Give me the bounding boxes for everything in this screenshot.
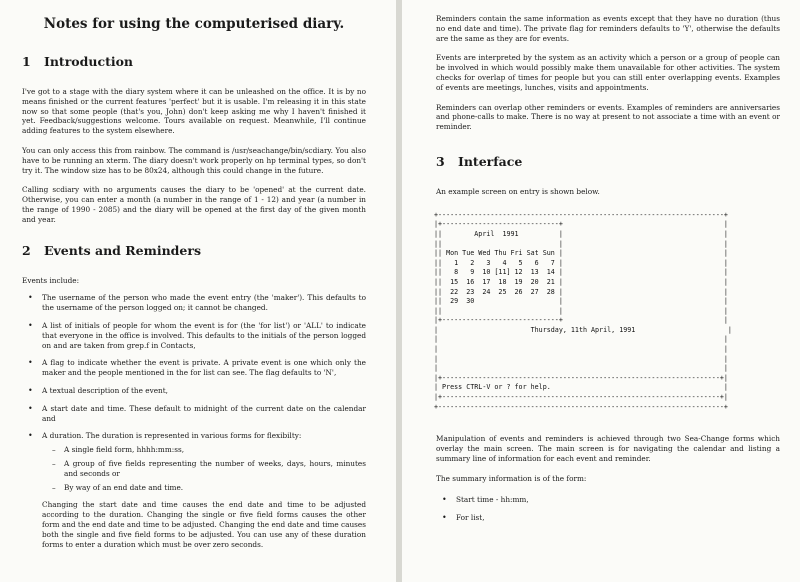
paragraph: Changing the start date and time causes the end date and time to be adjusted according to the duration. Changing the single or five field forms causes the other form and the end date and time to be adjusted. Changing the end date and time causes both the single and five field forms to be adjusted. You can use any of these duration forms to enter a duration which must be over zero seconds. — [42, 500, 366, 549]
section-heading-events — [22, 243, 366, 258]
paragraph: Reminders can overlap other reminders or events. Examples of reminders are anniversaries and phone-calls to make. There is no way at present to not associate a time with an event or reminder. — [436, 102, 780, 132]
list-item: • Start time - hh:mm, — [454, 495, 780, 505]
paragraph: You can only access this from rainbow. The command is /usr/seachange/bin/scdiary. You also have to be running an xterm. The diary doesn't work properly on hp terminal types, so don't try it. The window size has to be 80x24, although this could change in the future. — [22, 145, 366, 175]
list-item: • A textual description of the event, — [40, 386, 366, 396]
sub-list-item: – A single field form, hhhh:mm:ss, — [64, 445, 366, 455]
list-item: • A start date and time. These default to midnight of the current date on the calendar and — [40, 404, 366, 424]
right-page — [402, 0, 800, 582]
summary-fields-list — [436, 495, 780, 523]
paragraph: An example screen on entry is shown below. — [436, 186, 600, 196]
paragraph: Calling scdiary with no arguments causes the diary to be 'opened' at the current date. Otherwise, you can enter a month (a number in the range of 1 - 12) and year (a number in the range of 1990 - 2085) and the diary will be opened at the first day of the given month and year. — [22, 185, 366, 224]
document-title: Notes for using the computerised diary. — [43, 16, 345, 32]
example-terminal-screen — [434, 211, 780, 412]
paragraph: The summary information is of the form: — [436, 473, 587, 483]
list-item-text: A duration. The duration is represented in various forms for flexibilty: — [42, 431, 302, 441]
left-page — [0, 0, 396, 582]
event-fields-list — [22, 293, 366, 492]
section-title: Events and Reminders — [44, 242, 201, 258]
list-item: • A flag to indicate whether the event is private. A private event is one which only the maker and the people mentioned in the for list can see. The flag defaults to 'N', — [40, 358, 366, 378]
paragraph: Events are interpreted by the system as an activity which a person or a group of people can be involved in which would possibly make them unavailable for other activities. The system checks for overlap of times for people but you can still enter overlapping events. Examples of events are meetings, lunches, visits and appointments. — [436, 53, 780, 92]
paragraph: Reminders contain the same information as events except that they have no duration (thus no end date and time). The private flag for reminders defaults to 'Y', otherwise the defaults are the same as they are for events. — [436, 14, 780, 43]
paragraph: Manipulation of events and reminders is achieved through two Sea-Change forms which overlay the main screen. The main screen is for navigating the calendar and listing a summary line of information for each event and reminder. — [436, 434, 780, 463]
list-item: • For list, — [454, 513, 780, 523]
screen-border-bottom: +-----------------------------------------------------------------------+ — [434, 402, 728, 411]
section-title: Interface — [458, 153, 523, 169]
section-heading-interface — [436, 154, 780, 169]
section-number: 1 — [22, 54, 31, 69]
screen-border-top: +-----------------------------------------------------------------------+ — [434, 210, 728, 219]
section-heading-introduction — [22, 54, 366, 69]
screen-content: |+-----------------------------+ | || April 1991 | | || | | || Mon Tue Wed Thu Fri Sat Sun | | || 1 2 3 4 5 6 7 | | || 8 9 10 [11] 12 13 14 | | || 15 16 17 18 19 20 21 | | || 22 23 24 25 26 27 28 | | || 29 30 | | || | | |+-----------------------------+ | | Thursday, 11th April, 1991 | | | | | | | | | |+---------------------------------------------------------------------+| | Press CTRL-V or ? for help. | |+---------------------------------------------------------------------+| — [434, 220, 732, 402]
paragraph: I've got to a stage with the diary system where it can be unleashed on the office. It is by no means finished or the current features 'perfect' but it is usable. I'm releasing it in this state now so that some people (that's you, John) don't keep asking me why I haven't finished it yet. Feedback/suggestions welcome. Tours available on request. Meanwhile, I'll continue adding features to the system elsewhere. — [22, 87, 366, 136]
list-item: • The username of the person who made the event entry (the 'maker'). This defaults to the username of the person logged on; it cannot be changed. — [40, 293, 366, 313]
section-number: 3 — [436, 153, 445, 169]
list-item: • A list of initials of people for whom the event is for (the 'for list') or 'ALL' to indicate that everyone in the office is involved. This defaults to the initials of the person logged on and are taken from grep.f in Contacts, — [40, 321, 366, 350]
paragraph: Events include: — [22, 275, 80, 285]
section-number: 2 — [22, 242, 31, 258]
duration-forms-list — [42, 445, 366, 492]
sub-list-item: – A group of five fields representing the number of weeks, days, hours, minutes and seconds or — [64, 459, 366, 479]
list-item — [40, 431, 366, 492]
section-title: Introduction — [44, 54, 134, 69]
sub-list-item: – By way of an end date and time. — [64, 483, 366, 493]
